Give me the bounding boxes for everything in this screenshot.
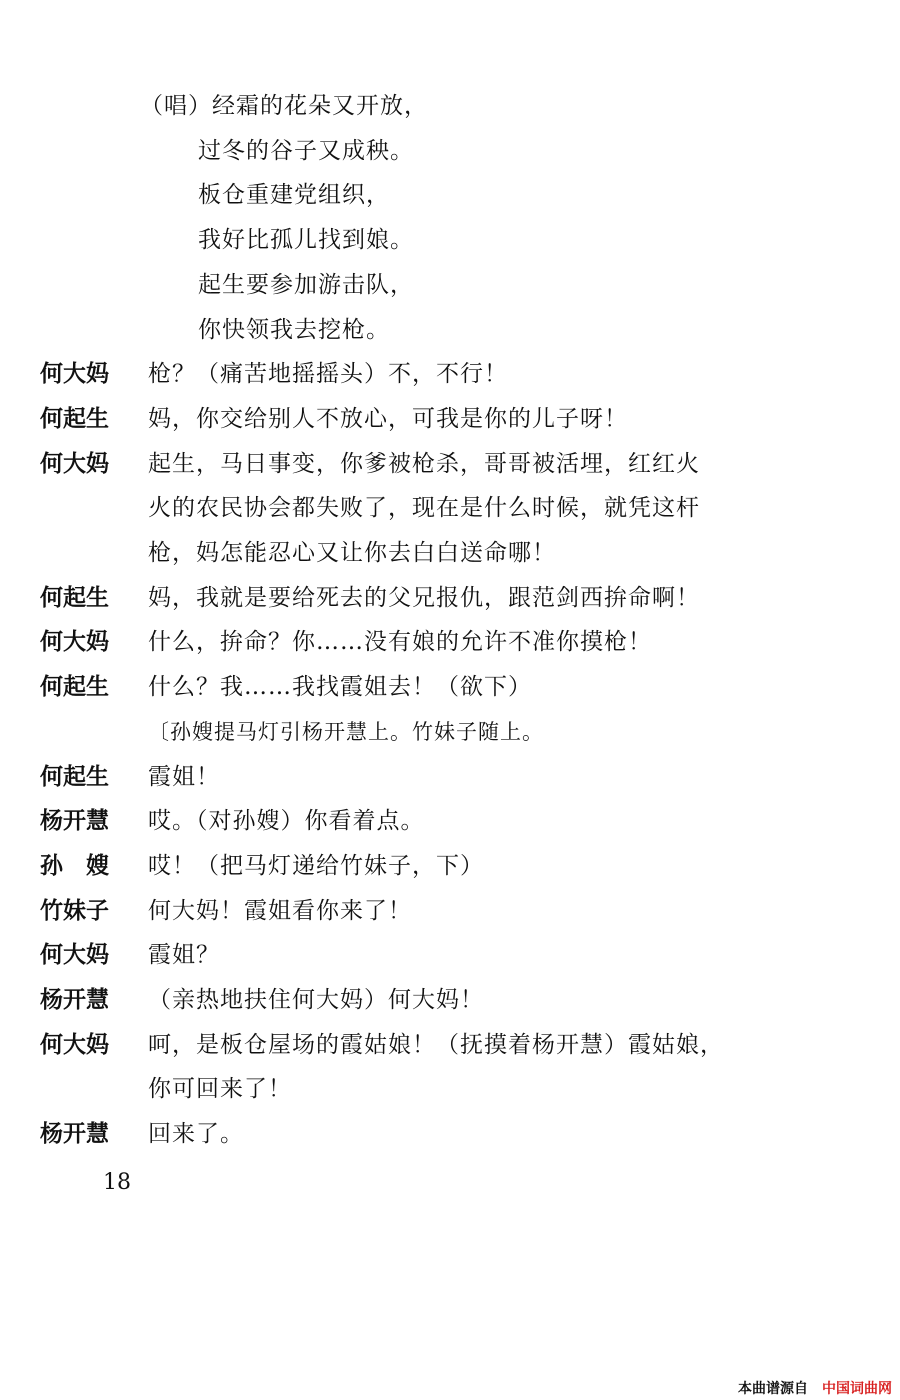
line-text: 霞姐？ [148,942,220,969]
dialogue-line [0,397,900,441]
dialogue-line [0,352,900,396]
speaker-name: 何起生 [40,584,109,611]
lyric-line: （唱）经霜的花朵又开放， [140,93,428,119]
dialogue-line [0,978,900,1022]
line-text: 火的农民协会都失败了，现在是什么时候，就凭这杆 [148,495,700,522]
lyric-line: 板仓重建党组织， [198,182,390,209]
lyric-line: 我好比孤儿找到娘。 [198,227,414,254]
dialogue-line [0,889,900,933]
speaker-name: 何起生 [40,763,109,790]
watermark [738,1378,892,1398]
line-text: 呵，是板仓屋场的霞姑娘！（抚摸着杨开慧）霞姑娘， [148,1031,724,1058]
speaker-name: 何大妈 [40,629,109,656]
watermark-site: 中国词曲网 [822,1381,892,1397]
line-text: 哎！（把马灯递给竹妹子，下） [148,852,484,879]
line-text: 哎。（对孙嫂）你看着点。 [148,808,425,835]
dialogue-line [0,442,900,486]
dialogue-line [0,576,900,620]
dialogue-line [0,1023,900,1067]
line-text: 妈，我就是要给死去的父兄报仇，跟范剑西拚命啊！ [148,584,700,611]
dialogue-line [0,531,900,575]
line-text: 霞姐！ [148,763,220,790]
speaker-name: 杨开慧 [40,987,109,1013]
line-text: 何大妈！霞姐看你来了！ [148,897,412,924]
dialogue-line [0,755,900,799]
lyric-line: 你快领我去挖枪。 [198,316,390,343]
speaker-name: 杨开慧 [40,1121,109,1148]
speaker-name: 何大妈 [40,450,109,477]
lyric-line: 过冬的谷子又成秧。 [198,137,414,164]
line-text: 妈，你交给别人不放心，可我是你的儿子呀！ [148,405,628,432]
line-text: 枪？（痛苦地摇摇头）不，不行！ [148,361,508,388]
lyric-line: 起生要参加游击队， [198,271,414,298]
watermark-prefix: 本曲谱源自 [738,1381,808,1397]
dialogue-line [0,799,900,843]
speaker-name: 竹妹子 [40,897,109,924]
page-number: 18 [103,1170,131,1195]
line-text: 什么，拚命？你……没有娘的允许不准你摸枪！ [148,629,652,656]
line-text: 枪，妈怎能忍心又让你去白白送命哪！ [148,540,556,566]
line-text: 〔孙嫂提马灯引杨开慧上。竹妹子随上。 [148,719,544,744]
line-text: 什么？我……我找霞姐去！（欲下） [148,674,532,701]
line-text: （亲热地扶住何大妈）何大妈！ [148,987,484,1013]
line-text: 你可回来了！ [148,1076,292,1103]
dialogue-line [0,665,900,709]
dialogue-line [0,1067,900,1111]
speaker-name: 孙 嫂 [40,852,109,879]
speaker-name: 杨开慧 [40,808,109,835]
dialogue-line [0,1112,900,1156]
speaker-name: 何大妈 [40,1031,109,1058]
speaker-name: 何起生 [40,405,109,432]
dialogue-line [0,620,900,664]
dialogue-line [0,486,900,530]
speaker-name: 何大妈 [40,361,109,388]
speaker-name: 何大妈 [40,942,109,969]
line-text: 起生，马日事变，你爹被枪杀，哥哥被活埋，红红火 [148,450,700,477]
speaker-name: 何起生 [40,674,109,701]
stage-direction [0,710,900,754]
dialogue-line [0,933,900,977]
line-text: 回来了。 [148,1121,244,1148]
dialogue-line [0,844,900,888]
